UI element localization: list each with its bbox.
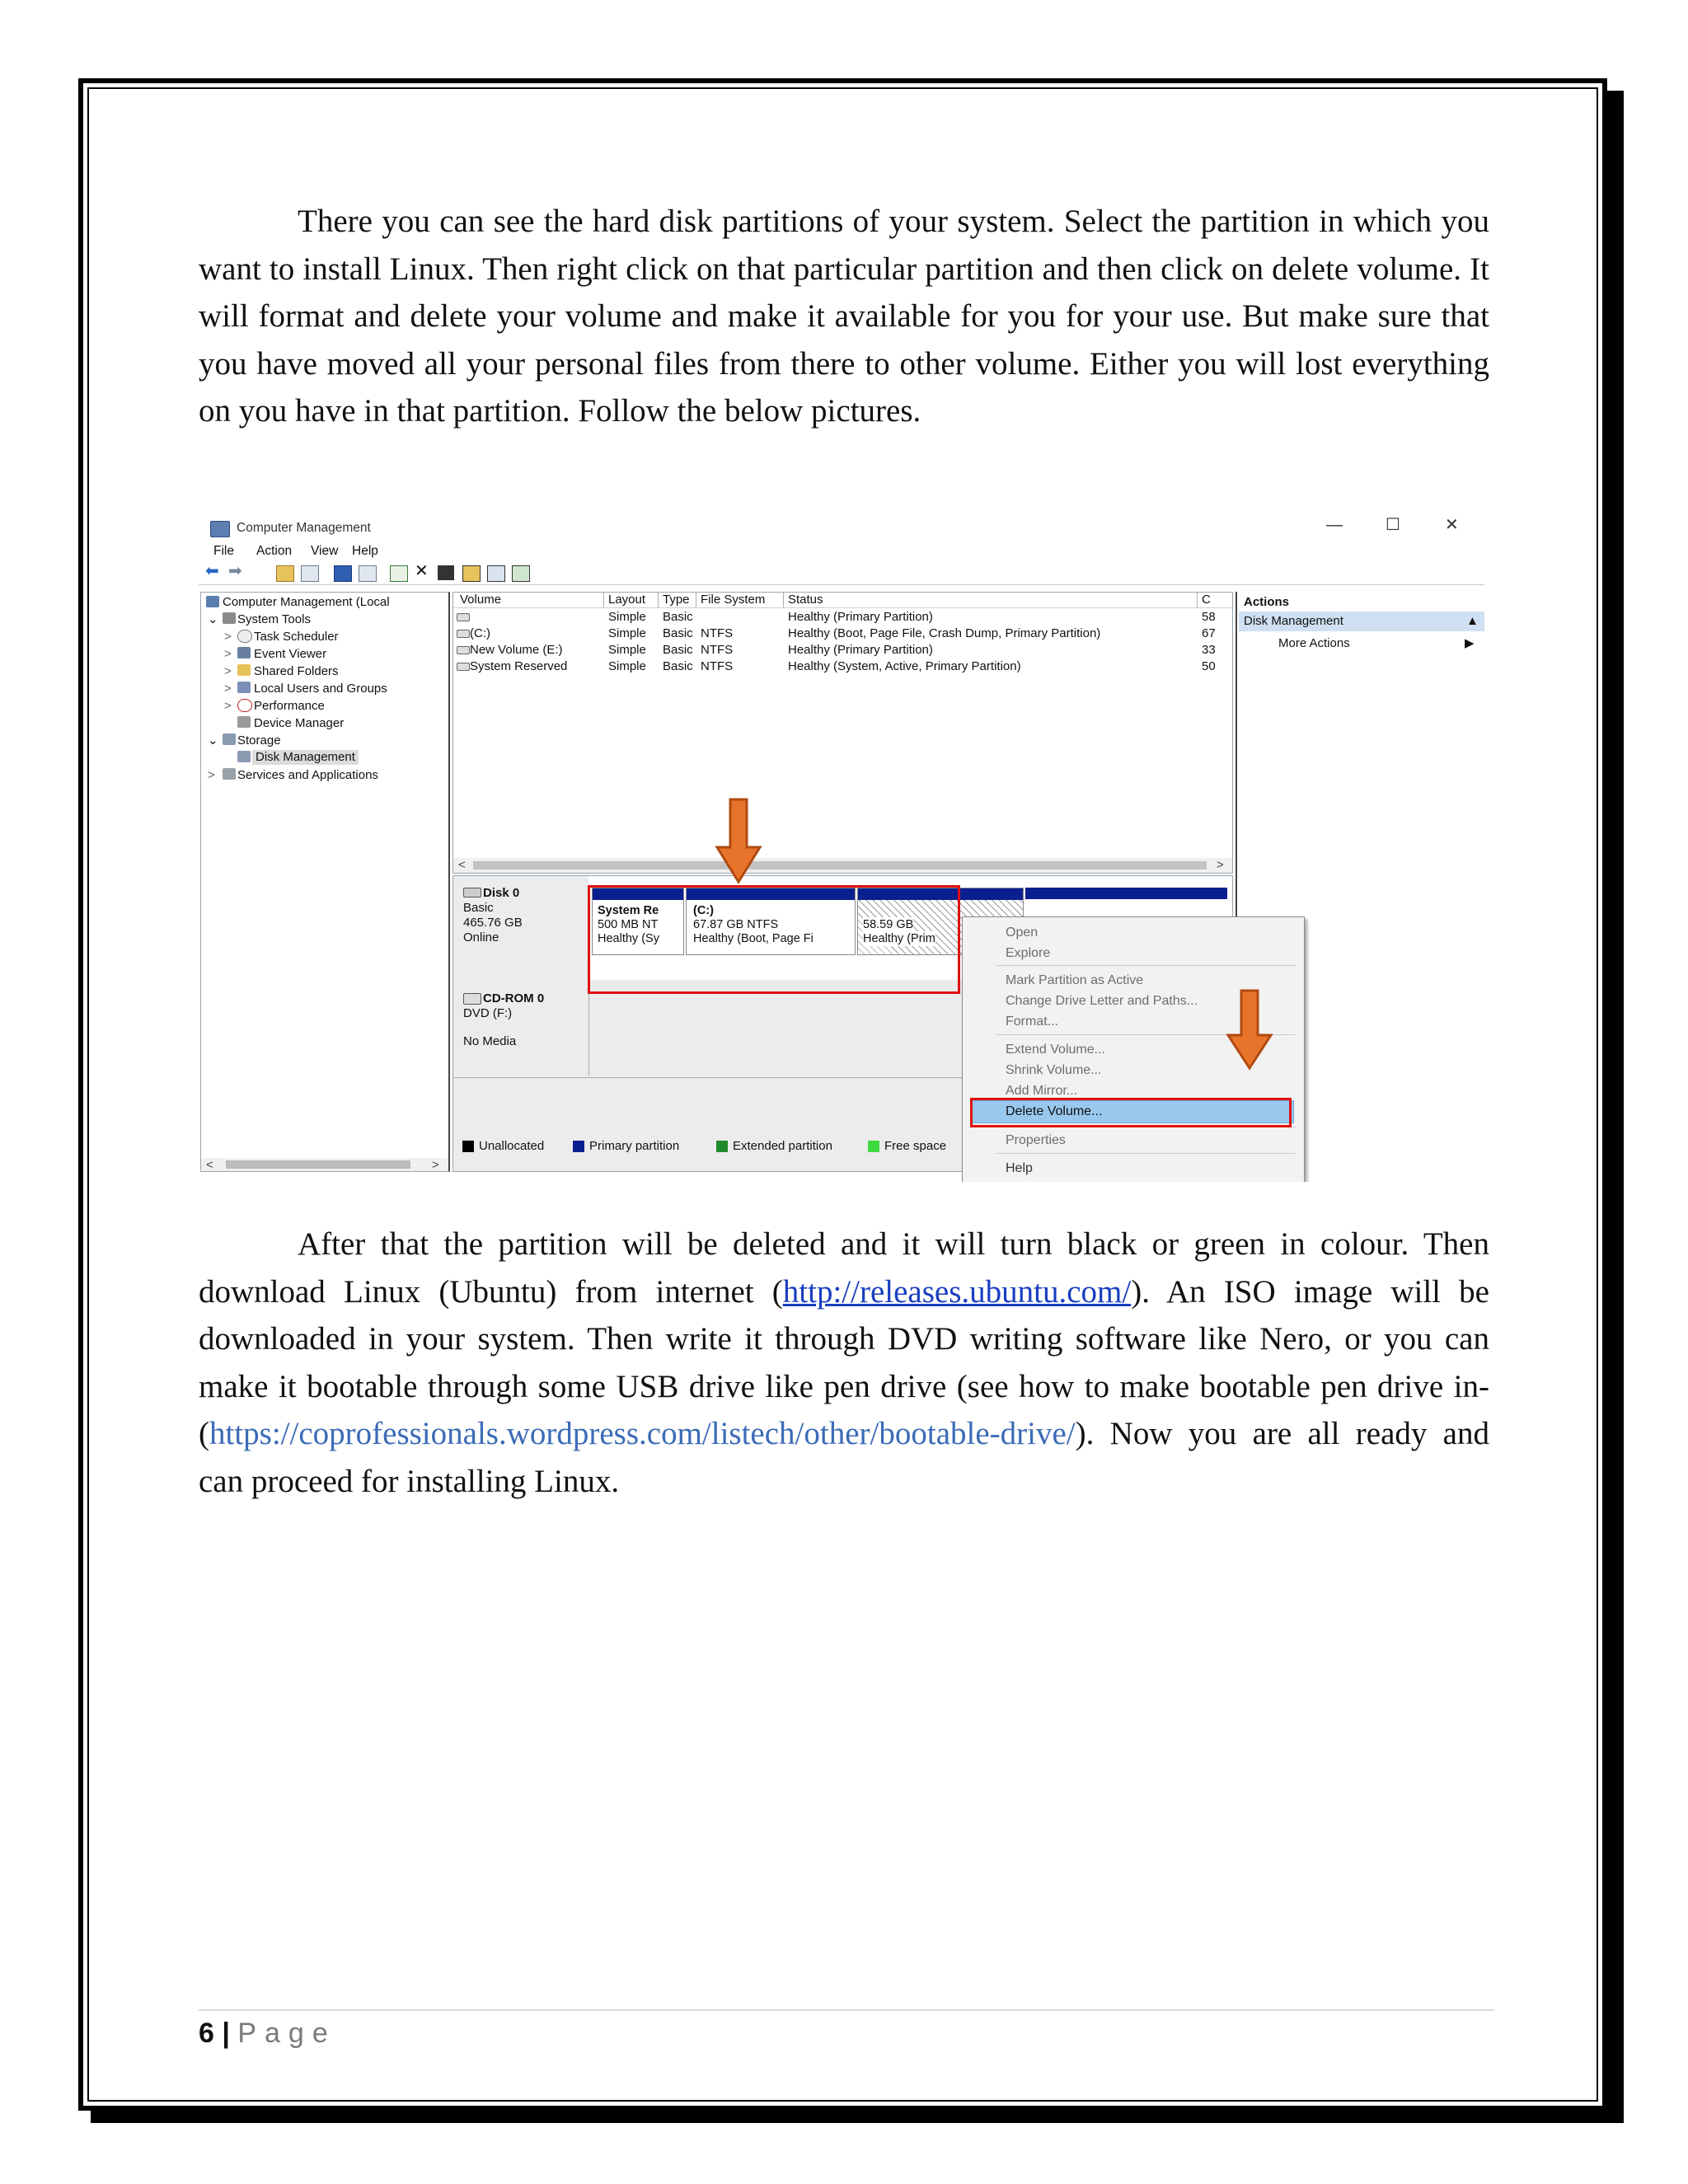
chevron-right-icon[interactable]: > [224, 664, 232, 678]
menu-file[interactable]: File [213, 544, 234, 558]
volume-cell-fs: NTFS [701, 626, 734, 640]
menu-mark-active[interactable]: Mark Partition as Active [1006, 973, 1144, 987]
volume-cell-type: Basic [663, 610, 693, 624]
storage-icon [223, 733, 236, 745]
volume-cell-layout: Simple [608, 643, 646, 657]
chevron-right-icon[interactable]: > [208, 768, 215, 782]
instructions-text-1: After that the partition will be deleted and it will turn black or green in colour. Then download Linux (Ubuntu) from internet ( [199, 1226, 1489, 1310]
menu-format[interactable]: Format... [1006, 1015, 1059, 1029]
legend-extended: Extended partition [733, 1139, 832, 1153]
column-divider [603, 593, 604, 607]
toolbar-divider [199, 584, 1484, 585]
col-volume[interactable]: Volume [460, 593, 502, 607]
chevron-right-icon[interactable]: > [224, 682, 232, 696]
menu-action[interactable]: Action [256, 544, 293, 558]
legend-primary-swatch [573, 1141, 584, 1152]
partition-status: Healthy (Sy [598, 932, 659, 945]
help-icon[interactable] [334, 565, 352, 582]
partition-detail: 67.87 GB NTFS [693, 918, 779, 931]
tree-storage[interactable]: Storage [237, 733, 281, 748]
volume-drive-icon [457, 646, 470, 654]
disk-management-screenshot [199, 513, 1484, 1182]
volume-drive-icon [457, 630, 470, 638]
partition-detail: 500 MB NT [598, 918, 659, 931]
tree-task-scheduler[interactable]: Task Scheduler [254, 630, 339, 644]
volume-cell-layout: Simple [608, 626, 646, 640]
tree-horizontal-scrollbar[interactable] [201, 1158, 448, 1171]
tree-system-tools[interactable]: System Tools [237, 612, 311, 626]
scroll-left-icon[interactable]: < [458, 858, 466, 872]
refresh-icon[interactable] [390, 565, 408, 582]
cdrom-label[interactable] [453, 983, 589, 1076]
menu-help[interactable]: Help [1006, 1161, 1033, 1175]
tree-device-manager[interactable]: Device Manager [254, 716, 345, 730]
collapse-icon[interactable]: ▲ [1466, 614, 1479, 628]
partition-detail: 58.59 GB [863, 918, 914, 931]
disk0-size: 465.76 GB [463, 916, 523, 930]
chevron-right-icon[interactable]: > [224, 647, 232, 661]
down-arrow-icon [715, 798, 762, 885]
tree-root[interactable]: Computer Management (Local [223, 595, 390, 609]
show-tree-icon[interactable] [301, 565, 319, 582]
partition-name: (C:) [693, 904, 714, 917]
menu-delete-volume[interactable]: Delete Volume... [1006, 1104, 1103, 1118]
actions-disk-management[interactable] [1239, 612, 1484, 631]
ubuntu-releases-link[interactable]: http://releases.ubuntu.com/ [782, 1273, 1132, 1310]
delete-volume-highlight-box [970, 1098, 1292, 1127]
menu-shrink-volume[interactable]: Shrink Volume... [1006, 1063, 1102, 1077]
volume-drive-icon [457, 663, 470, 671]
volume-cell-status: Healthy (System, Active, Primary Partition) [788, 659, 1021, 673]
disk-view-icon[interactable] [512, 565, 530, 582]
tree-event-viewer[interactable]: Event Viewer [254, 647, 327, 661]
legend-unallocated: Unallocated [479, 1139, 545, 1153]
disk0-type: Basic [463, 901, 494, 915]
cdrom-media: No Media [463, 1034, 517, 1048]
chevron-right-icon[interactable]: > [224, 699, 232, 713]
volume-cell-status: Healthy (Primary Partition) [788, 610, 933, 624]
footer-divider [199, 2009, 1494, 2011]
computer-icon [206, 596, 219, 607]
bootable-drive-link[interactable]: https://coprofessionals.wordpress.com/listech/other/bootable-drive/ [209, 1416, 1076, 1451]
event-viewer-icon [237, 647, 251, 658]
back-icon[interactable]: ⬅ [205, 562, 219, 580]
volume-cell-cap: 58 [1202, 610, 1216, 624]
properties-icon[interactable] [359, 565, 377, 582]
tree-local-users[interactable]: Local Users and Groups [254, 682, 387, 696]
tools-icon [223, 612, 236, 624]
volume-drive-icon [457, 613, 470, 621]
page-footer [199, 2017, 336, 2050]
actions-section-label: Disk Management [1244, 614, 1343, 628]
legend-unallocated-swatch [462, 1141, 474, 1152]
volume-cell-cap: 50 [1202, 659, 1216, 673]
instructions-text-3: ). Now you are all ready and can proceed for installing Linux. [199, 1416, 1489, 1499]
down-arrow-icon [1226, 989, 1273, 1071]
volume-list-header [453, 593, 1232, 608]
footer-separator: | [222, 2018, 230, 2049]
scroll-left-icon[interactable]: < [206, 1158, 213, 1172]
volume-cell-volume: (C:) [470, 626, 490, 640]
window-title: Computer Management [237, 521, 371, 535]
col-type[interactable]: Type [663, 593, 690, 607]
more-actions[interactable]: More Actions [1278, 636, 1350, 650]
volume-cell-fs: NTFS [701, 659, 734, 673]
legend-extended-swatch [716, 1141, 728, 1152]
partition-new-volume-bar[interactable] [1025, 888, 1227, 899]
hard-disk-icon [463, 888, 481, 898]
volume-cell-type: Basic [663, 626, 693, 640]
disk0-label[interactable] [453, 876, 589, 980]
menu-separator [996, 965, 1296, 966]
column-divider [783, 593, 784, 607]
scrollbar-thumb[interactable] [473, 861, 1207, 869]
search-icon[interactable] [487, 565, 505, 582]
volume-cell-status: Healthy (Boot, Page File, Crash Dump, Primary Partition) [788, 626, 1101, 640]
menu-add-mirror[interactable]: Add Mirror... [1006, 1084, 1078, 1098]
instructions-paragraph [199, 1221, 1489, 1505]
tree-shared-folders[interactable]: Shared Folders [254, 664, 339, 678]
scroll-right-icon[interactable]: > [1217, 858, 1224, 872]
cdrom-name: CD-ROM 0 [483, 991, 545, 1005]
volume-cell-volume: System Reserved [470, 659, 568, 673]
menu-extend-volume[interactable]: Extend Volume... [1006, 1043, 1105, 1057]
maximize-icon[interactable]: ☐ [1386, 516, 1400, 534]
volume-cell-type: Basic [663, 659, 693, 673]
volume-cell-type: Basic [663, 643, 693, 657]
shared-folder-icon [237, 664, 251, 676]
volume-cell-layout: Simple [608, 610, 646, 624]
device-manager-icon [237, 716, 251, 728]
scrollbar-thumb[interactable] [226, 1160, 410, 1169]
col-capacity[interactable]: C [1202, 593, 1211, 607]
intro-text: There you can see the hard disk partitions of your system. Select the partition in which you want to install Linux. Then right click on that particular partition and then click on delete volume. It will format and delete your volume and make it available for you for your use. But make sure that you have moved all your personal files from there to other volume. Either you will lost everything on you have in that partition. Follow the below pictures. [199, 204, 1489, 429]
performance-icon [237, 699, 252, 712]
chevron-down-icon[interactable]: ⌄ [208, 612, 218, 626]
navigation-tree [200, 592, 450, 1172]
volume-horizontal-scrollbar[interactable] [453, 858, 1232, 873]
menu-separator [996, 1153, 1296, 1154]
disk0-name: Disk 0 [483, 886, 520, 900]
volume-row[interactable] [453, 658, 1232, 675]
volume-cell-fs: NTFS [701, 643, 734, 657]
submenu-arrow-icon: ▶ [1465, 636, 1475, 650]
menu-properties[interactable]: Properties [1006, 1133, 1066, 1147]
checklist-icon[interactable] [438, 565, 454, 580]
disk-icon [237, 751, 251, 762]
volume-cell-layout: Simple [608, 659, 646, 673]
chevron-down-icon[interactable]: ⌄ [208, 733, 218, 748]
scroll-right-icon[interactable]: > [432, 1158, 439, 1172]
page-number: 6 [199, 2018, 214, 2049]
volume-cell-volume: New Volume (E:) [470, 643, 563, 657]
col-file-system[interactable]: File System [701, 593, 766, 607]
clock-icon [237, 630, 252, 643]
actions-title: Actions [1244, 595, 1290, 609]
legend-free-swatch [868, 1141, 879, 1152]
volume-list [452, 592, 1233, 874]
close-icon[interactable]: ✕ [1445, 516, 1459, 534]
partition-status: Healthy (Prim [863, 932, 935, 945]
column-divider [658, 593, 659, 607]
cdrom-drive: DVD (F:) [463, 1006, 513, 1020]
volume-row[interactable] [453, 626, 1232, 642]
col-status[interactable]: Status [788, 593, 823, 607]
disk0-state: Online [463, 930, 499, 944]
volume-cell-cap: 67 [1202, 626, 1216, 640]
legend-primary: Primary partition [589, 1139, 680, 1153]
volume-cell-status: Healthy (Primary Partition) [788, 643, 933, 657]
instructions-text-2: ). An ISO image will be downloaded in your system. Then write it through DVD writing software like Nero, or you can make it bootable through some USB drive like pen drive (see how to make bootable pen drive in-( [199, 1273, 1489, 1451]
partition-highlight-box [588, 885, 960, 994]
volume-row[interactable] [453, 642, 1232, 658]
users-icon [237, 682, 251, 693]
volume-cell-cap: 33 [1202, 643, 1216, 657]
menu-explore[interactable]: Explore [1006, 946, 1051, 960]
menu-change-drive-letter[interactable]: Change Drive Letter and Paths... [1006, 994, 1198, 1008]
open-folder-icon[interactable] [462, 565, 481, 582]
forward-icon[interactable]: ➡ [228, 562, 242, 580]
minimize-icon[interactable]: — [1326, 516, 1343, 534]
menu-open[interactable]: Open [1006, 926, 1039, 940]
services-icon [223, 768, 236, 780]
tree-disk-management[interactable]: Disk Management [252, 750, 359, 765]
legend-free: Free space [884, 1139, 947, 1153]
up-folder-icon[interactable] [276, 565, 294, 582]
intro-paragraph [199, 198, 1489, 435]
tree-services[interactable]: Services and Applications [237, 768, 378, 782]
partition-status: Healthy (Boot, Page Fi [693, 932, 814, 945]
tree-performance[interactable]: Performance [254, 699, 325, 713]
col-layout[interactable]: Layout [608, 593, 646, 607]
volume-row[interactable] [453, 609, 1232, 626]
delete-icon[interactable]: ✕ [415, 562, 429, 580]
computer-management-icon [210, 521, 230, 537]
menu-view[interactable]: View [311, 544, 339, 558]
partition-name: System Re [598, 904, 659, 917]
chevron-right-icon[interactable]: > [224, 630, 232, 644]
page-label: Page [237, 2018, 336, 2049]
column-divider [1197, 593, 1198, 607]
menu-help[interactable]: Help [352, 544, 378, 558]
cd-drive-icon [463, 993, 481, 1005]
